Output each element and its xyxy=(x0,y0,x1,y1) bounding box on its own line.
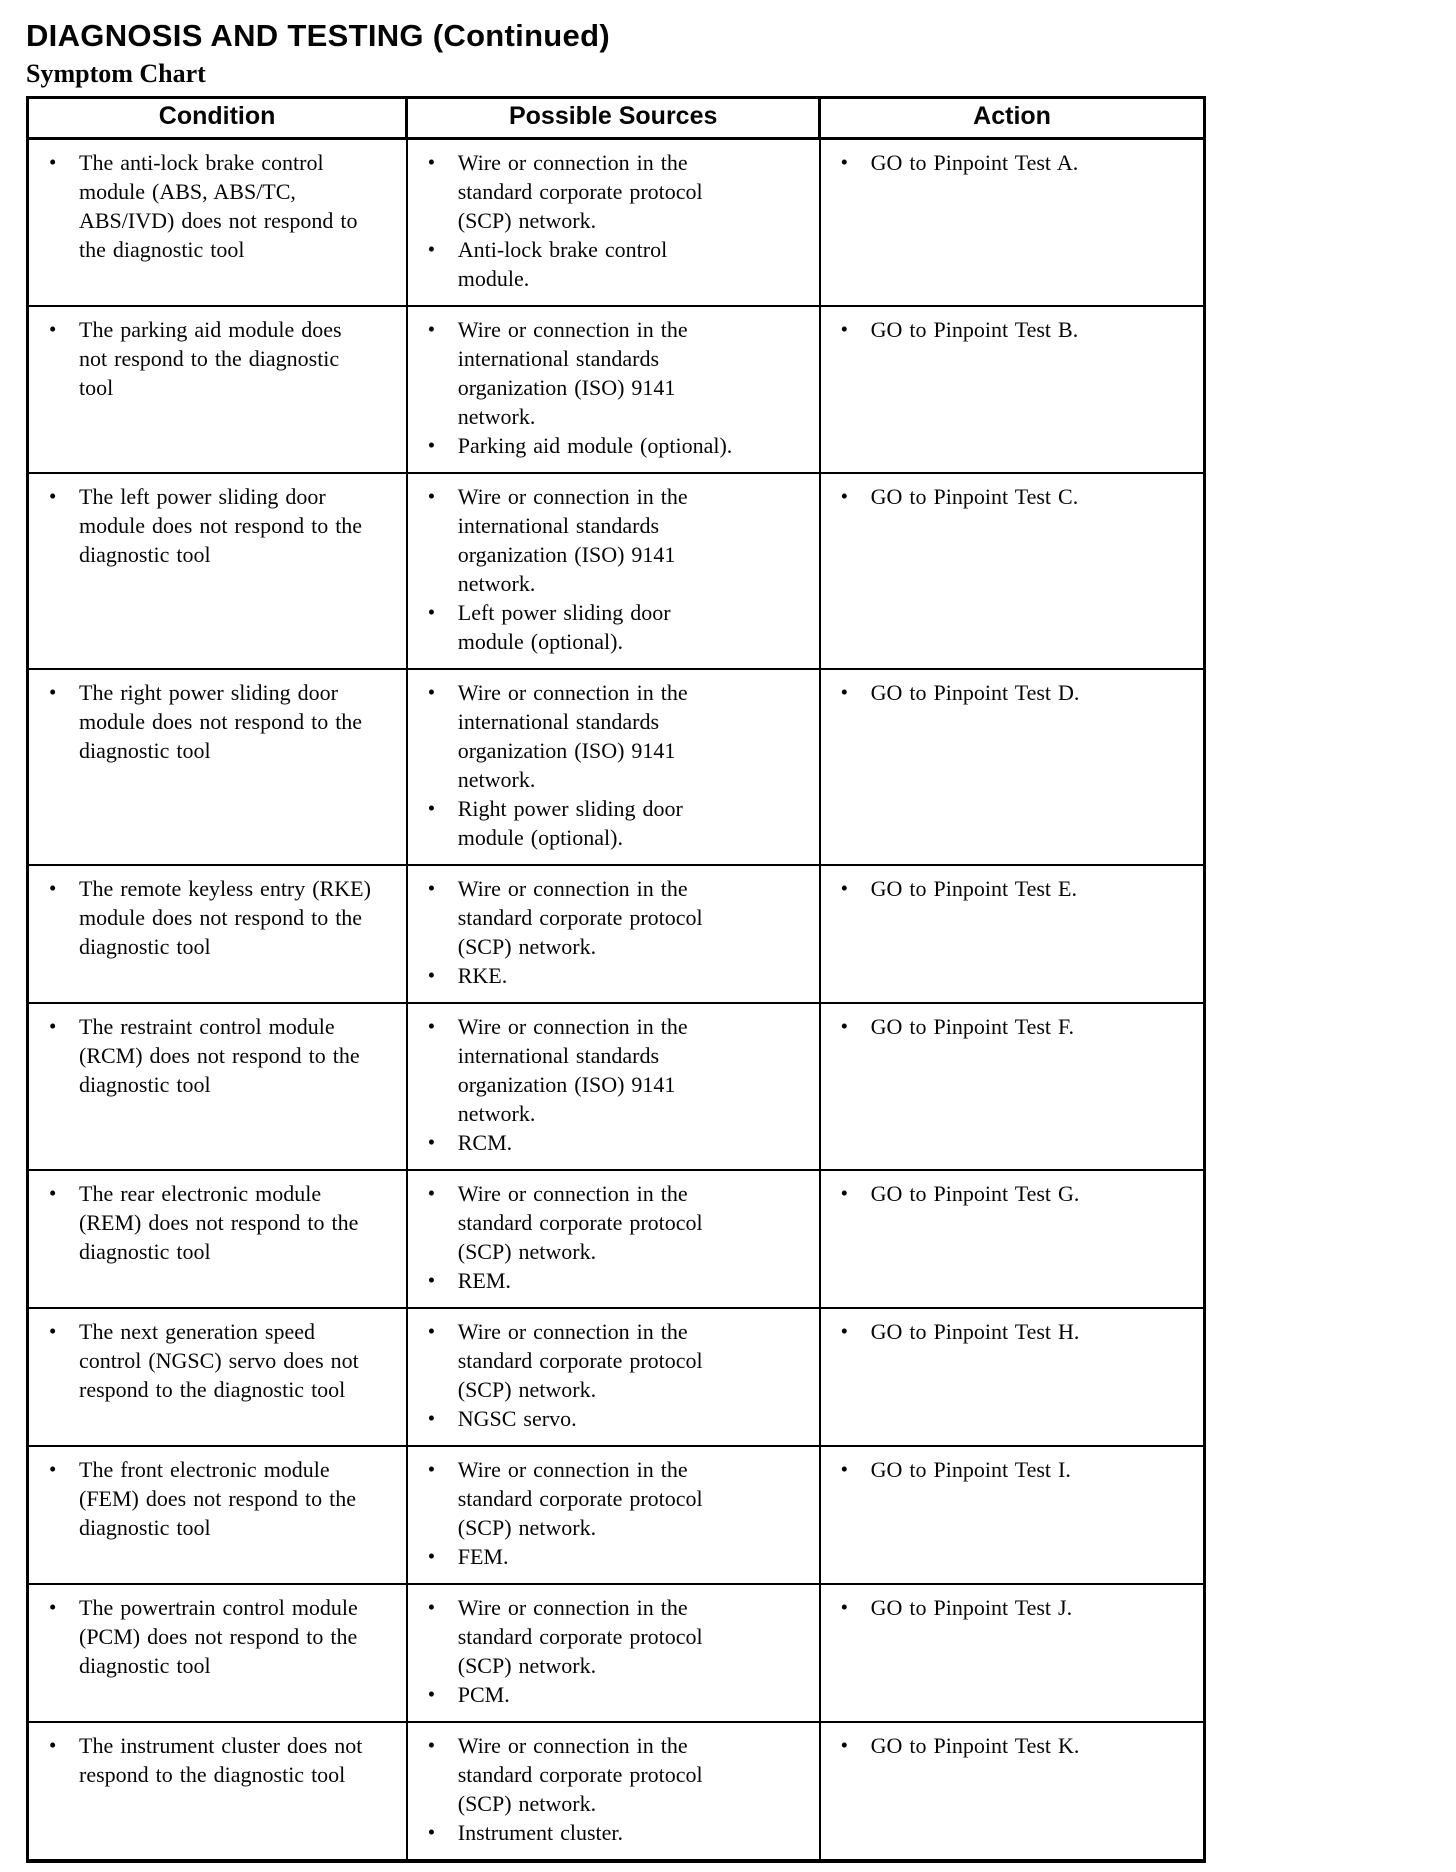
bullet-item xyxy=(39,1455,398,1542)
table-row xyxy=(28,1722,1205,1861)
bullet-icon: • xyxy=(49,1595,57,1619)
bullet-item xyxy=(418,431,811,460)
bullet-item xyxy=(418,874,811,961)
bullet-item xyxy=(418,1012,811,1128)
condition-cell xyxy=(28,306,407,473)
bullet-item xyxy=(418,598,811,656)
possible-sources-cell xyxy=(407,1170,820,1308)
bullet-item xyxy=(418,1128,811,1157)
table-row xyxy=(28,669,1205,865)
possible-sources-cell xyxy=(407,473,820,669)
possible-sources-cell-text: Wire or connection in the international standards organization (ISO) 9141 network. xyxy=(457,1014,688,1126)
condition-cell-text: The anti-lock brake control module (ABS, ABS/TC, ABS/IVD) does not respond to the diagnostic tool xyxy=(79,150,358,262)
bullet-icon: • xyxy=(49,1457,57,1481)
condition-cell xyxy=(28,1003,407,1170)
possible-sources-cell xyxy=(407,1003,820,1170)
possible-sources-cell-text: Wire or connection in the international standards organization (ISO) 9141 network. xyxy=(457,484,688,596)
table-row xyxy=(28,473,1205,669)
condition-cell xyxy=(28,1722,407,1861)
condition-cell xyxy=(28,669,407,865)
action-cell xyxy=(820,306,1205,473)
bullet-icon: • xyxy=(427,963,436,987)
condition-cell-text: The powertrain control module (PCM) does not respond to the diagnostic tool xyxy=(79,1595,358,1678)
possible-sources-cell-text: Left power sliding door module (optional). xyxy=(457,600,671,654)
bullet-item xyxy=(39,1317,398,1404)
column-header-action: Action xyxy=(820,98,1205,139)
bullet-icon: • xyxy=(427,1457,436,1481)
possible-sources-cell xyxy=(407,865,820,1003)
page-title: DIAGNOSIS AND TESTING (Continued) xyxy=(26,18,610,53)
possible-sources-cell-text: Wire or connection in the standard corporate protocol (SCP) network. xyxy=(457,1733,703,1816)
bullet-icon: • xyxy=(427,237,436,261)
bullet-item xyxy=(418,1593,811,1680)
table-header-row xyxy=(28,98,1205,139)
symptom-table-body xyxy=(28,139,1205,1862)
bullet-icon: • xyxy=(427,484,436,508)
bullet-icon: • xyxy=(49,876,57,900)
possible-sources-cell-text: Wire or connection in the standard corporate protocol (SCP) network. xyxy=(457,876,703,959)
condition-cell xyxy=(28,139,407,307)
bullet-icon: • xyxy=(840,1457,848,1481)
bullet-icon: • xyxy=(840,680,848,704)
possible-sources-cell-text: NGSC servo. xyxy=(457,1406,577,1431)
section-subtitle: Symptom Chart xyxy=(26,59,206,88)
bullet-item xyxy=(418,961,811,990)
action-cell-text: GO to Pinpoint Test C. xyxy=(870,484,1079,509)
action-cell-text: GO to Pinpoint Test I. xyxy=(870,1457,1071,1482)
condition-cell-text: The instrument cluster does not respond to the diagnostic tool xyxy=(79,1733,363,1787)
bullet-item xyxy=(39,678,398,765)
condition-cell xyxy=(28,1308,407,1446)
action-cell xyxy=(820,1308,1205,1446)
bullet-item xyxy=(831,874,1195,903)
possible-sources-cell-text: PCM. xyxy=(457,1682,510,1707)
symptom-chart-table xyxy=(26,96,1206,1863)
bullet-icon: • xyxy=(840,150,848,174)
possible-sources-cell-text: Right power sliding door module (optional). xyxy=(457,796,683,850)
possible-sources-cell xyxy=(407,1722,820,1861)
condition-cell xyxy=(28,473,407,669)
possible-sources-cell-text: Wire or connection in the international standards organization (ISO) 9141 network. xyxy=(457,680,688,792)
possible-sources-cell xyxy=(407,1446,820,1584)
condition-cell xyxy=(28,1446,407,1584)
condition-cell-text: The restraint control module (RCM) does not respond to the diagnostic tool xyxy=(79,1014,360,1097)
action-cell-text: GO to Pinpoint Test B. xyxy=(870,317,1079,342)
possible-sources-cell-text: Wire or connection in the standard corporate protocol (SCP) network. xyxy=(457,1181,703,1264)
bullet-item xyxy=(39,1593,398,1680)
column-header-possible-sources: Possible Sources xyxy=(407,98,820,139)
condition-cell-text: The rear electronic module (REM) does not respond to the diagnostic tool xyxy=(79,1181,359,1264)
bullet-item xyxy=(39,1012,398,1099)
table-row xyxy=(28,1308,1205,1446)
bullet-item xyxy=(831,1012,1195,1041)
bullet-icon: • xyxy=(840,484,848,508)
action-cell xyxy=(820,473,1205,669)
action-cell-text: GO to Pinpoint Test H. xyxy=(870,1319,1080,1344)
possible-sources-cell-text: FEM. xyxy=(457,1544,509,1569)
bullet-icon: • xyxy=(49,1181,57,1205)
bullet-item xyxy=(831,1731,1195,1760)
bullet-icon: • xyxy=(427,1014,436,1038)
bullet-item xyxy=(831,315,1195,344)
bullet-icon: • xyxy=(427,600,436,624)
action-cell-text: GO to Pinpoint Test A. xyxy=(870,150,1079,175)
bullet-icon: • xyxy=(49,150,57,174)
bullet-icon: • xyxy=(427,1544,436,1568)
bullet-item xyxy=(831,1593,1195,1622)
possible-sources-cell-text: RKE. xyxy=(457,963,508,988)
bullet-item xyxy=(39,1731,398,1789)
bullet-item xyxy=(418,482,811,598)
condition-cell xyxy=(28,1584,407,1722)
condition-cell-text: The front electronic module (FEM) does not respond to the diagnostic tool xyxy=(79,1457,356,1540)
bullet-icon: • xyxy=(427,1820,436,1844)
action-cell xyxy=(820,139,1205,307)
possible-sources-cell-text: Wire or connection in the standard corporate protocol (SCP) network. xyxy=(457,1457,703,1540)
condition-cell xyxy=(28,1170,407,1308)
bullet-item xyxy=(418,1179,811,1266)
bullet-icon: • xyxy=(840,1595,848,1619)
bullet-icon: • xyxy=(427,1268,436,1292)
bullet-icon: • xyxy=(427,1682,436,1706)
possible-sources-cell-text: Parking aid module (optional). xyxy=(457,433,733,458)
bullet-icon: • xyxy=(427,1406,436,1430)
bullet-item xyxy=(831,1455,1195,1484)
bullet-icon: • xyxy=(49,1014,57,1038)
bullet-icon: • xyxy=(49,1733,57,1757)
action-cell xyxy=(820,865,1205,1003)
bullet-item xyxy=(418,1404,811,1433)
possible-sources-cell xyxy=(407,139,820,307)
possible-sources-cell xyxy=(407,669,820,865)
bullet-icon: • xyxy=(427,1319,436,1343)
bullet-icon: • xyxy=(427,1181,436,1205)
bullet-item xyxy=(418,1317,811,1404)
bullet-icon: • xyxy=(840,1319,848,1343)
bullet-item xyxy=(831,482,1195,511)
action-cell-text: GO to Pinpoint Test D. xyxy=(870,680,1080,705)
possible-sources-cell xyxy=(407,1584,820,1722)
possible-sources-cell-text: Wire or connection in the standard corporate protocol (SCP) network. xyxy=(457,150,703,233)
bullet-icon: • xyxy=(427,876,436,900)
condition-cell-text: The left power sliding door module does not respond to the diagnostic tool xyxy=(79,484,363,567)
action-cell xyxy=(820,1170,1205,1308)
table-row xyxy=(28,1003,1205,1170)
condition-cell-text: The remote keyless entry (RKE) module does not respond to the diagnostic tool xyxy=(79,876,371,959)
table-row xyxy=(28,1446,1205,1584)
action-cell-text: GO to Pinpoint Test G. xyxy=(870,1181,1080,1206)
bullet-icon: • xyxy=(49,484,57,508)
action-cell-text: GO to Pinpoint Test K. xyxy=(870,1733,1080,1758)
bullet-icon: • xyxy=(49,1319,57,1343)
bullet-icon: • xyxy=(840,1014,848,1038)
bullet-icon: • xyxy=(427,796,436,820)
table-row xyxy=(28,865,1205,1003)
action-cell xyxy=(820,669,1205,865)
bullet-icon: • xyxy=(427,150,436,174)
bullet-item xyxy=(831,1179,1195,1208)
action-cell xyxy=(820,1446,1205,1584)
condition-cell-text: The parking aid module does not respond to the diagnostic tool xyxy=(79,317,342,400)
bullet-icon: • xyxy=(427,433,436,457)
column-header-condition: Condition xyxy=(28,98,407,139)
condition-cell-text: The right power sliding door module does not respond to the diagnostic tool xyxy=(79,680,363,763)
bullet-item xyxy=(39,874,398,961)
bullet-item xyxy=(39,482,398,569)
bullet-item xyxy=(418,1680,811,1709)
bullet-icon: • xyxy=(49,317,57,341)
bullet-icon: • xyxy=(427,680,436,704)
bullet-item xyxy=(418,1818,811,1847)
bullet-item xyxy=(418,1731,811,1818)
bullet-icon: • xyxy=(840,1733,848,1757)
bullet-icon: • xyxy=(840,317,848,341)
action-cell-text: GO to Pinpoint Test J. xyxy=(870,1595,1073,1620)
table-row xyxy=(28,1170,1205,1308)
bullet-icon: • xyxy=(840,876,848,900)
bullet-item xyxy=(418,678,811,794)
bullet-item xyxy=(39,148,398,264)
bullet-icon: • xyxy=(427,1595,436,1619)
condition-cell-text: The next generation speed control (NGSC) servo does not respond to the diagnostic tool xyxy=(79,1319,359,1402)
bullet-item xyxy=(418,148,811,235)
bullet-icon: • xyxy=(840,1181,848,1205)
possible-sources-cell-text: Wire or connection in the international standards organization (ISO) 9141 network. xyxy=(457,317,688,429)
bullet-item xyxy=(831,1317,1195,1346)
possible-sources-cell xyxy=(407,1308,820,1446)
bullet-item xyxy=(418,1266,811,1295)
condition-cell xyxy=(28,865,407,1003)
table-row xyxy=(28,306,1205,473)
possible-sources-cell-text: Anti-lock brake control module. xyxy=(457,237,668,291)
bullet-item xyxy=(831,148,1195,177)
bullet-icon: • xyxy=(427,317,436,341)
table-row xyxy=(28,139,1205,307)
bullet-item xyxy=(418,1455,811,1542)
bullet-icon: • xyxy=(427,1733,436,1757)
bullet-item xyxy=(831,678,1195,707)
action-cell-text: GO to Pinpoint Test E. xyxy=(870,876,1077,901)
bullet-item xyxy=(418,1542,811,1571)
bullet-item xyxy=(39,315,398,402)
bullet-item xyxy=(418,315,811,431)
action-cell-text: GO to Pinpoint Test F. xyxy=(870,1014,1075,1039)
table-row xyxy=(28,1584,1205,1722)
bullet-item xyxy=(418,235,811,293)
possible-sources-cell xyxy=(407,306,820,473)
possible-sources-cell-text: Wire or connection in the standard corporate protocol (SCP) network. xyxy=(457,1319,703,1402)
possible-sources-cell-text: RCM. xyxy=(457,1130,513,1155)
bullet-icon: • xyxy=(49,680,57,704)
action-cell xyxy=(820,1003,1205,1170)
bullet-item xyxy=(418,794,811,852)
bullet-item xyxy=(39,1179,398,1266)
possible-sources-cell-text: REM. xyxy=(457,1268,511,1293)
bullet-icon: • xyxy=(427,1130,436,1154)
action-cell xyxy=(820,1722,1205,1861)
action-cell xyxy=(820,1584,1205,1722)
possible-sources-cell-text: Wire or connection in the standard corporate protocol (SCP) network. xyxy=(457,1595,703,1678)
possible-sources-cell-text: Instrument cluster. xyxy=(457,1820,623,1845)
